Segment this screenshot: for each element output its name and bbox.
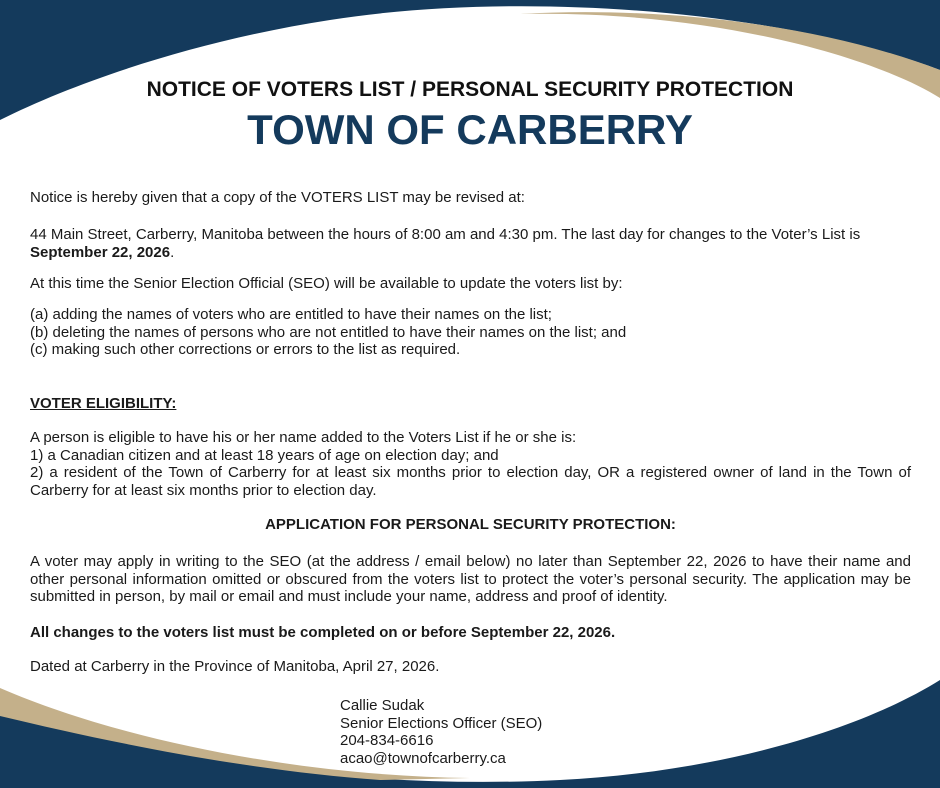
revision-item: (b) deleting the names of persons who are not entitled to have their names on the list; and [30,323,627,341]
eligibility-item: 1) a Canadian citizen and at least 18 years of age on election day; and [30,446,499,464]
address-paragraph [30,226,911,261]
address-text: 44 Main Street, Carberry, Manitoba between the hours of 8:00 am and 4:30 pm. The last day for changes to the Voter’s List is [30,226,861,243]
notice-title: NOTICE OF VOTERS LIST / PERSONAL SECURITY PROTECTION [146,78,794,101]
signature-name: Callie Sudak [340,697,425,714]
protection-heading: APPLICATION FOR PERSONAL SECURITY PROTECTION: [265,516,676,533]
signature-phone: 204-834-6616 [340,732,434,749]
signature-block [340,697,542,767]
eligibility-section [30,429,911,499]
revision-item: (a) adding the names of voters who are entitled to have their names on the list; [30,306,552,323]
final-notice: All changes to the voters list must be completed on or before September 22, 2026. [30,624,616,641]
signature-email: acao@townofcarberry.ca [340,749,506,767]
deadline-date: September 22, 2026 [30,243,171,261]
eligibility-heading: VOTER ELIGIBILITY: [30,395,177,412]
town-name: TOWN OF CARBERRY [247,106,693,153]
seo-line: At this time the Senior Election Official (SEO) will be available to update the voters list by: [30,275,623,292]
revisions-list [30,306,911,359]
intro-line: Notice is hereby given that a copy of the VOTERS LIST may be revised at: [30,189,525,206]
deadline-suffix: . [170,243,175,261]
revision-item: (c) making such other corrections or errors to the list as required. [30,341,461,358]
eligibility-intro: A person is eligible to have his or her name added to the Voters List if he or she is: [30,429,577,446]
protection-text: A voter may apply in writing to the SEO (at the address / email below) no later than September 22, 2026 to have their name and other personal information omitted or obscured from the voters list to protect the voter’s personal security. The application may be submitted in person, by mail or email and must include your name, address and proof of identity. [30,553,911,605]
eligibility-item: 2) a resident of the Town of Carberry for at least six months prior to election day, OR a registered owner of land in the Town of Carberry for at least six months prior to election day. [30,464,911,499]
dated-line: Dated at Carberry in the Province of Manitoba, April 27, 2026. [30,658,440,675]
signature-title: Senior Elections Officer (SEO) [340,714,543,732]
